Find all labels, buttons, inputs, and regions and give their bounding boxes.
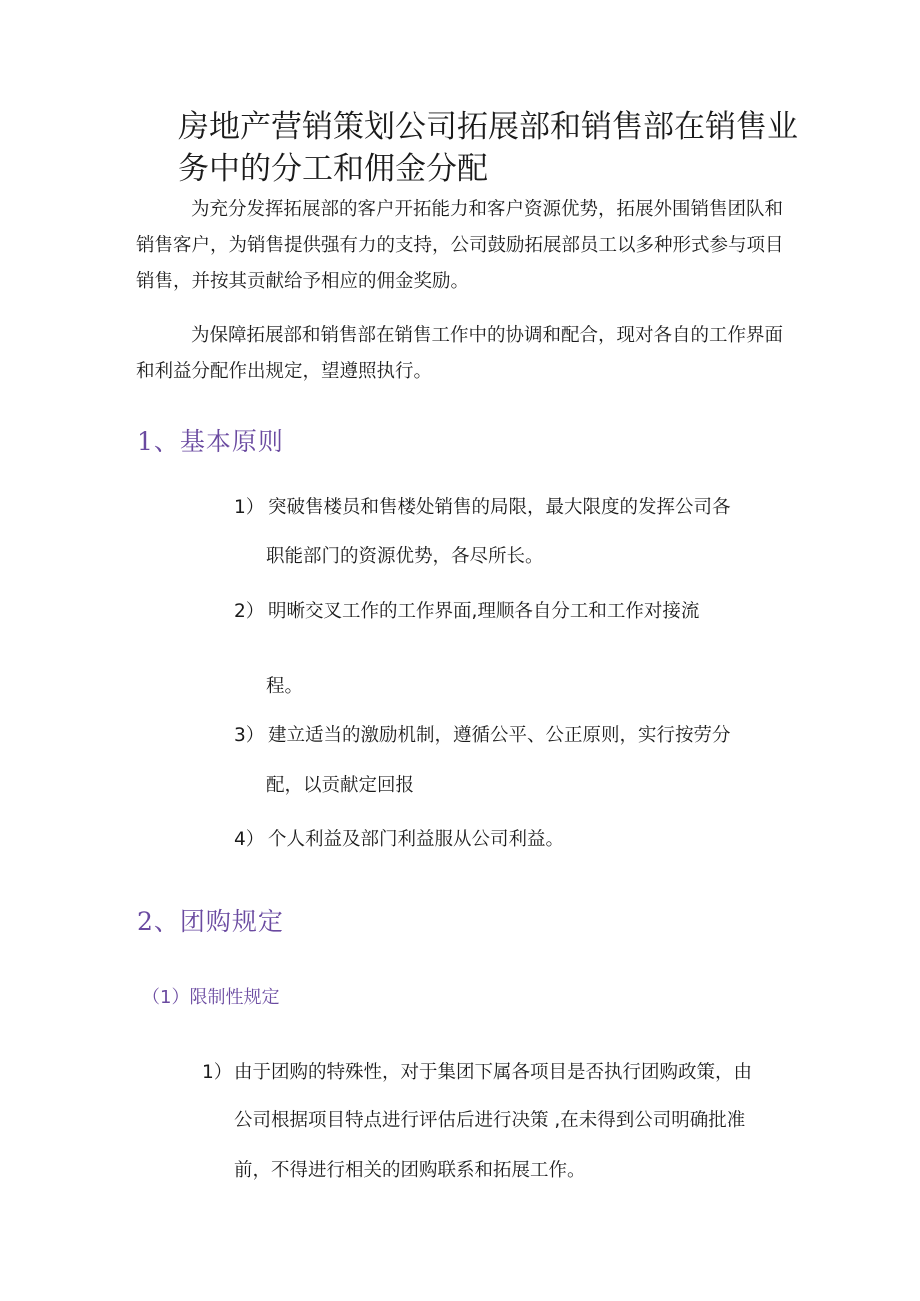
list-item-text-continued: 职能部门的资源优势，各尽所长。: [266, 546, 544, 567]
list-item-text-continued: 公司根据项目特点进行评估后进行决策 ,在未得到公司明确批准: [234, 1110, 746, 1131]
list-item-text-continued: 前，不得进行相关的团购联系和拓展工作。: [234, 1160, 586, 1181]
list-item-text-continued: 配，以贡献定回报: [266, 775, 415, 796]
list-item-text: 个人利益及部门利益服从公司利益。: [268, 829, 565, 850]
list-item-number: 1）: [202, 1062, 233, 1083]
list-item-number: 3）: [234, 725, 265, 746]
list-item-number: 4）: [234, 829, 265, 850]
subsection-heading-restrictions: （1）限制性规定: [142, 987, 280, 1008]
list-item-number: 1）: [234, 497, 265, 518]
section-heading-group-purchase: 2、团购规定: [137, 907, 284, 936]
list-item-text: 明晰交叉工作的工作界面,理顺各自分工和工作对接流: [268, 601, 700, 622]
list-item-text: 建立适当的激励机制，遵循公平、公正原则，实行按劳分: [268, 725, 731, 746]
list-item-text-continued: 程。: [266, 676, 304, 697]
list-item-text: 突破售楼员和售楼处销售的局限，最大限度的发挥公司各: [268, 497, 731, 518]
list-item-text: 由于团购的特殊性，对于集团下属各项目是否执行团购政策，由: [234, 1062, 753, 1083]
intro-paragraph-1: 为充分发挥拓展部的客户开拓能力和客户资源优势，拓展外围销售团队和销售客户，为销售提供强有力的支持，公司鼓励拓展部员工以多种形式参与项目销售，并按其贡献给予相应的佣金奖励。: [136, 199, 784, 292]
section-heading-basic-principles: 1、基本原则: [137, 427, 284, 456]
page-title: 房地产营销策划公司拓展部和销售部在销售业务中的分工和佣金分配: [178, 109, 798, 187]
list-item-number: 2）: [234, 601, 265, 622]
intro-paragraph-2: 为保障拓展部和销售部在销售工作中的协调和配合，现对各自的工作界面和利益分配作出规定，望遵照执行。: [136, 325, 784, 382]
